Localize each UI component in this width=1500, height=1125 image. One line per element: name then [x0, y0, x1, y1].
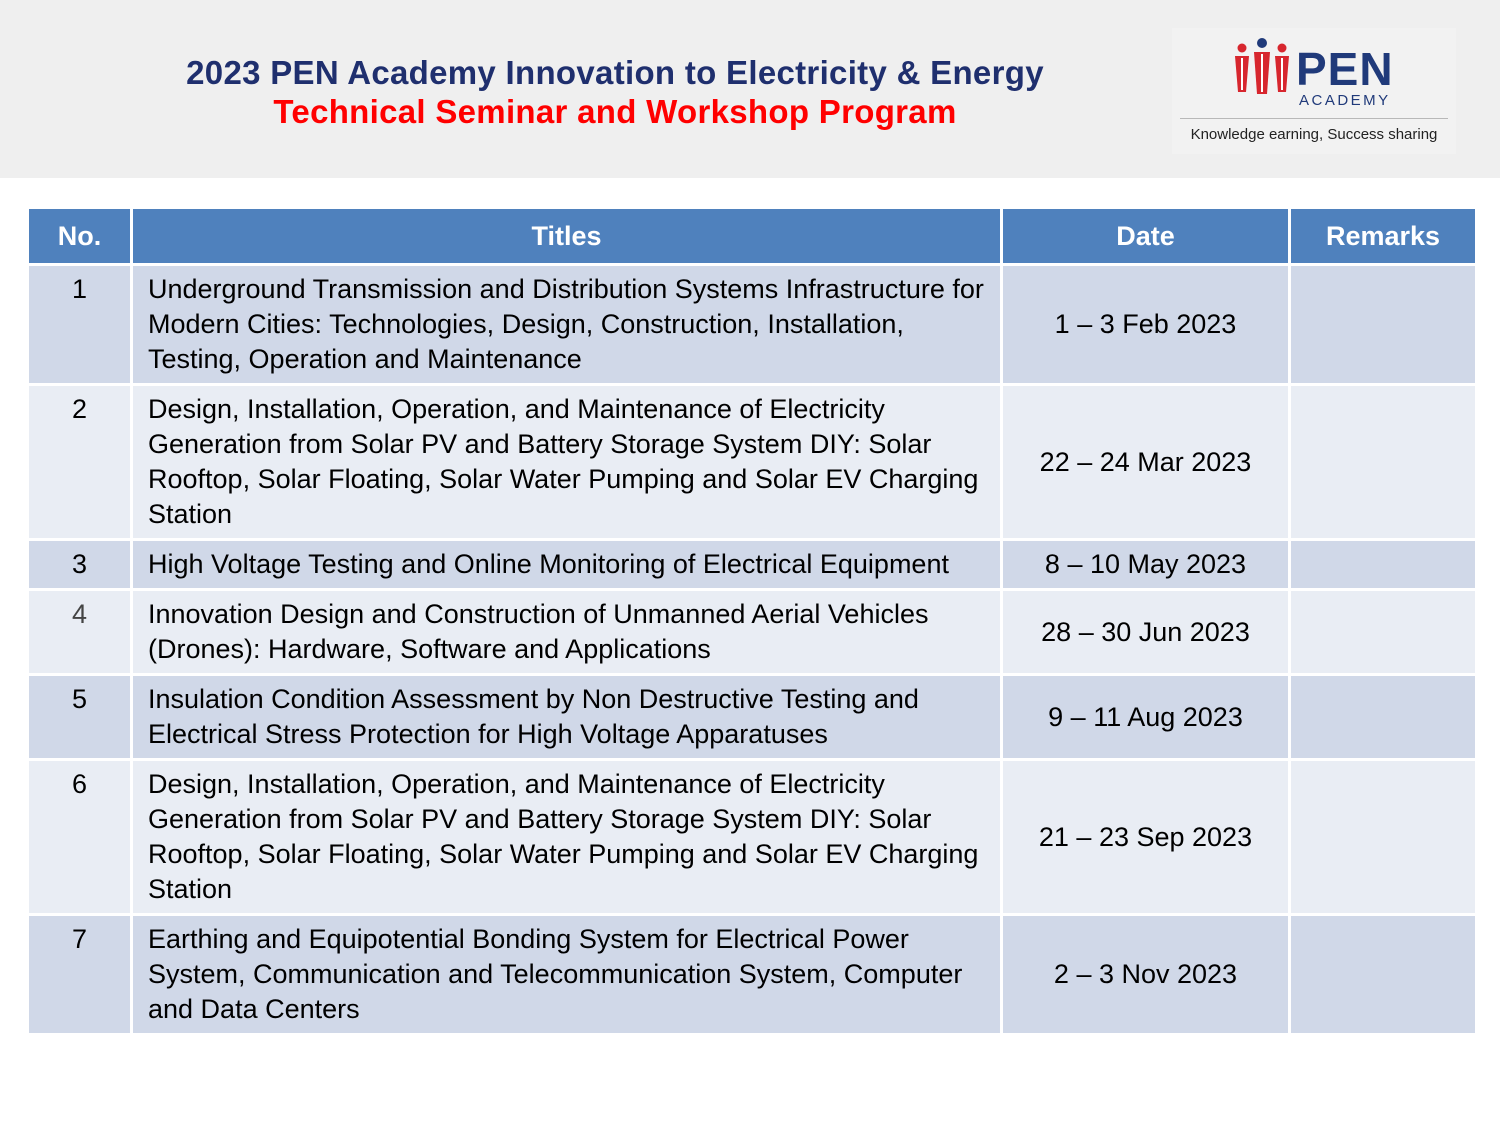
page-title: 2023 PEN Academy Innovation to Electricity & Energy — [186, 54, 1044, 91]
table-header-row — [28, 208, 1477, 265]
column-header-remarks: Remarks — [1290, 208, 1477, 265]
logo-brand-text: PEN — [1296, 43, 1394, 95]
table-row — [28, 915, 1477, 1035]
column-header-date: Date — [1002, 208, 1290, 265]
row-title: Design, Installation, Operation, and Maintenance of Electricity Generation from Solar PV and Battery Storage System DIY: Solar Rooftop, Solar Floating, Solar Water Pumping and Solar EV Charging Station — [132, 385, 1002, 540]
row-remarks — [1290, 540, 1477, 590]
row-title: Underground Transmission and Distribution Systems Infrastructure for Modern Cities: Technologies, Design, Construction, Installation, Testing, Operation and Maintenance — [132, 265, 1002, 385]
logo-tagline: Knowledge earning, Success sharing — [1190, 126, 1438, 143]
row-date: 21 – 23 Sep 2023 — [1002, 760, 1290, 915]
header-banner — [0, 0, 1500, 178]
table-row — [28, 385, 1477, 540]
logo-divider — [1180, 118, 1448, 119]
logo-subtitle-text: ACADEMY — [1299, 92, 1391, 109]
row-number: 7 — [28, 915, 132, 1035]
table-row — [28, 675, 1477, 760]
pen-academy-logo — [1172, 28, 1456, 154]
row-remarks — [1290, 590, 1477, 675]
row-date: 2 – 3 Nov 2023 — [1002, 915, 1290, 1035]
table-row — [28, 590, 1477, 675]
row-number: 5 — [28, 675, 132, 760]
row-remarks — [1290, 385, 1477, 540]
row-remarks — [1290, 265, 1477, 385]
row-title: Earthing and Equipotential Bonding System for Electrical Power System, Communication and Telecommunication System, Computer and Data Centers — [132, 915, 1002, 1035]
row-number: 4 — [28, 590, 132, 675]
row-remarks — [1290, 760, 1477, 915]
row-date: 28 – 30 Jun 2023 — [1002, 590, 1290, 675]
row-number: 2 — [28, 385, 132, 540]
people-figures-icon — [1232, 36, 1292, 106]
page-subtitle: Technical Seminar and Workshop Program — [273, 93, 957, 130]
table-row — [28, 540, 1477, 590]
row-date: 9 – 11 Aug 2023 — [1002, 675, 1290, 760]
table-row — [28, 760, 1477, 915]
row-remarks — [1290, 915, 1477, 1035]
column-header-titles: Titles — [132, 208, 1002, 265]
row-number: 3 — [28, 540, 132, 590]
row-number: 6 — [28, 760, 132, 915]
row-title: Insulation Condition Assessment by Non Destructive Testing and Electrical Stress Protection for High Voltage Apparatuses — [132, 675, 1002, 760]
row-number: 1 — [28, 265, 132, 385]
row-date: 22 – 24 Mar 2023 — [1002, 385, 1290, 540]
row-title: High Voltage Testing and Online Monitoring of Electrical Equipment — [132, 540, 1002, 590]
program-table — [26, 206, 1478, 1036]
table-row — [28, 265, 1477, 385]
row-title: Innovation Design and Construction of Unmanned Aerial Vehicles (Drones): Hardware, Software and Applications — [132, 590, 1002, 675]
row-date: 1 – 3 Feb 2023 — [1002, 265, 1290, 385]
row-date: 8 – 10 May 2023 — [1002, 540, 1290, 590]
row-title: Design, Installation, Operation, and Maintenance of Electricity Generation from Solar PV and Battery Storage System DIY: Solar Rooftop, Solar Floating, Solar Water Pumping and Solar EV Charging Station — [132, 760, 1002, 915]
column-header-no: No. — [28, 208, 132, 265]
row-remarks — [1290, 675, 1477, 760]
